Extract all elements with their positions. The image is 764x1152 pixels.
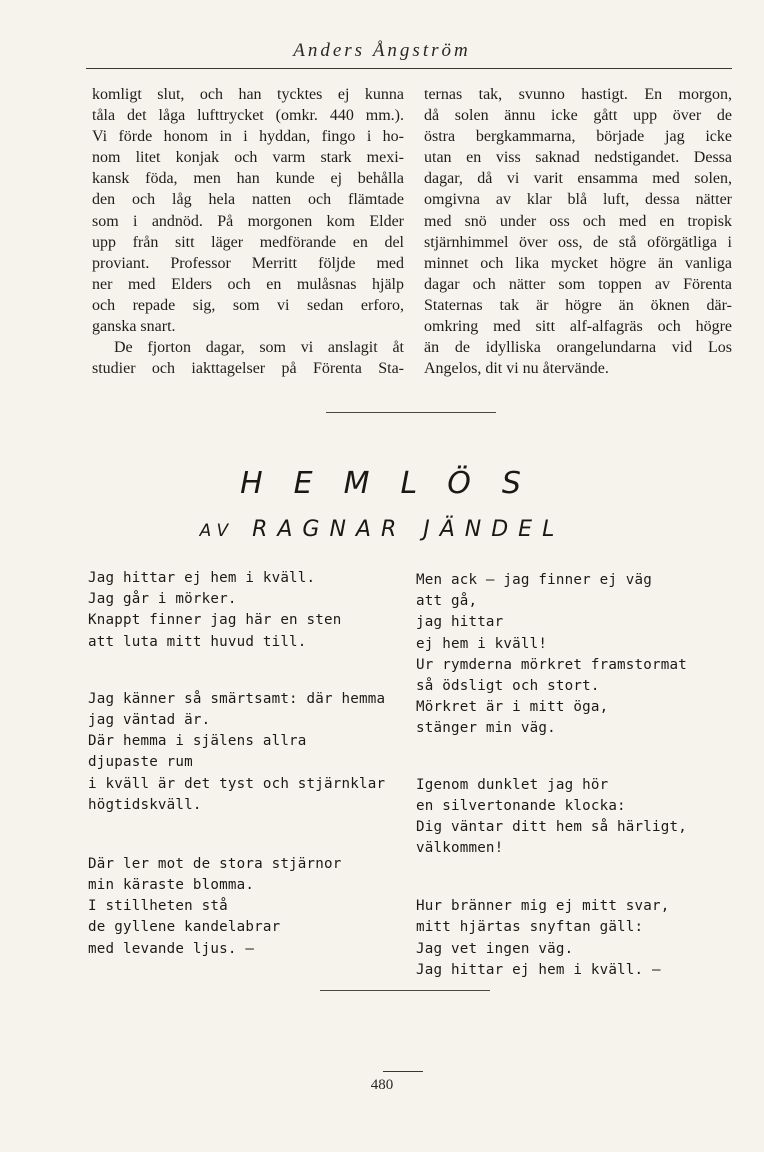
prose-line: ternas tak, svunno hastigt. En morgon, [424, 86, 732, 103]
prose-line: De fjorton dagar, som vi anslagit åt [114, 339, 404, 357]
poem-line: att luta mitt huvud till. [88, 633, 307, 650]
poem-line: Jag känner så smärtsamt: där hemma [88, 690, 386, 707]
poem-line: Igenom dunklet jag hör [416, 776, 609, 793]
poem-line: så ödsligt och stort. [416, 677, 600, 694]
poem-stanza [88, 689, 385, 816]
poem-line: I stillheten stå [88, 898, 228, 915]
prose-line: och repade sig, som vi sedan erforo, [92, 296, 404, 314]
poem-column-left [88, 568, 385, 960]
poem-line: Men ack — jag finner ej väg [416, 572, 653, 588]
poem-line: högtidskväll. [88, 796, 202, 813]
prose-line: omgivna av klar blå luft, dessa nätter [424, 191, 732, 209]
poem-column-right [416, 570, 687, 981]
poem-line: djupaste rum [88, 754, 193, 771]
prose-line: som i andnöd. På morgonen kom Elder [92, 212, 404, 230]
poem-line: stänger min väg. [416, 720, 556, 737]
poem-stanza [416, 775, 687, 860]
prose-line: utan en viss saknad nedstigandet. Dessa [424, 149, 732, 167]
section-divider [326, 412, 496, 413]
poem-line: Mörkret är i mitt öga, [416, 699, 609, 716]
prose-line: minnet och lika mycket högre än vanliga [424, 254, 732, 272]
poem-line: i kväll är det tyst och stjärnklar [88, 775, 386, 792]
byline-author: RAGNAR JÄNDEL [252, 517, 565, 542]
prose-line: då solen ännu icke gått upp över de [424, 107, 732, 125]
prose-line: upp från sitt läger medförande en del [92, 233, 404, 251]
prose-line: stjärnhimmel över oss, de stå oförgätliga i [424, 233, 732, 251]
poem-line: en silvertonande klocka: [416, 797, 626, 814]
poem-line: de gyllene kandelabrar [88, 919, 281, 936]
poem-line: Knappt finner jag här en sten [88, 612, 342, 629]
prose-line: ner med Elders och en mulåsnas hjälp [92, 275, 404, 293]
prose-line: Staternas tak är högre än öknen där- [424, 296, 732, 314]
prose-line: Angelos, dit vi nu återvände. [424, 360, 609, 378]
byline-prefix: AV [199, 521, 235, 541]
prose-column-right [424, 84, 732, 379]
poem-line: jag hittar [416, 614, 504, 631]
prose-line: med snö under oss och med en tropisk [424, 212, 732, 230]
prose-line: dagar och nätter som toppen av Förenta [424, 275, 732, 293]
poem-line: jag väntad är. [88, 711, 211, 728]
poem-end-divider [320, 990, 490, 991]
poem-line: mitt hjärtas snyftan gäll: [416, 919, 644, 936]
poem-line: med levande ljus. — [88, 940, 255, 957]
poem-line: Jag hittar ej hem i kväll. [88, 570, 316, 586]
running-head: Anders Ångström [293, 40, 471, 61]
poem-line: välkommen! [416, 840, 504, 857]
prose-line: den och låg hela natten och flämtade [92, 191, 404, 209]
poem-stanza [88, 854, 385, 960]
poem-line: Ur rymderna mörkret framstormat [416, 656, 687, 673]
prose-line: än de idylliska orangelundarna vid Los [424, 339, 732, 357]
poem-line: Hur bränner mig ej mitt svar, [416, 898, 670, 915]
poem-line: Jag vet ingen väg. [416, 940, 574, 957]
poem-line: min käraste blomma. [88, 877, 255, 894]
prose-line: östra bergkammarna, började jag icke [424, 128, 732, 146]
poem-byline [0, 517, 764, 542]
prose-line: omkring med sitt alf-alfagräs och högre [424, 318, 732, 336]
poem-line: att gå, [416, 593, 478, 610]
poem-line: Dig väntar ditt hem så härligt, [416, 818, 687, 835]
poem-stanza [416, 570, 687, 740]
prose-line: proviant. Professor Merritt följde med [92, 254, 404, 272]
prose-line: dagar, då vi varit ensamma med solen, [424, 170, 732, 188]
poem-title: HEMLÖS [240, 466, 552, 501]
prose-column-left [92, 84, 404, 379]
prose-line: ganska snart. [92, 318, 176, 336]
prose-line: nom litet konjak och varm stark mexi- [92, 149, 404, 167]
poem-line: Jag går i mörker. [88, 591, 237, 608]
header-rule [86, 68, 732, 69]
folio-rule [383, 1071, 423, 1072]
page-number: 480 [370, 1077, 394, 1093]
prose-line: studier och iakttagelser på Förenta Sta- [92, 360, 404, 378]
poem-line: Jag hittar ej hem i kväll. — [416, 961, 661, 978]
prose-line: komligt slut, och han tycktes ej kunna [92, 86, 404, 103]
prose-line: tåla det låga lufttrycket (omkr. 440 mm.). [92, 107, 404, 125]
prose-line: Vi förde honom in i hyddan, fingo i ho- [92, 128, 404, 146]
poem-line: Där hemma i själens allra [88, 733, 307, 750]
poem-stanza [416, 896, 687, 981]
poem-line: Där ler mot de stora stjärnor [88, 855, 342, 872]
poem-stanza [88, 568, 385, 653]
poem-line: ej hem i kväll! [416, 635, 548, 652]
prose-line: kansk föda, men han kunde ej behålla [92, 170, 404, 188]
